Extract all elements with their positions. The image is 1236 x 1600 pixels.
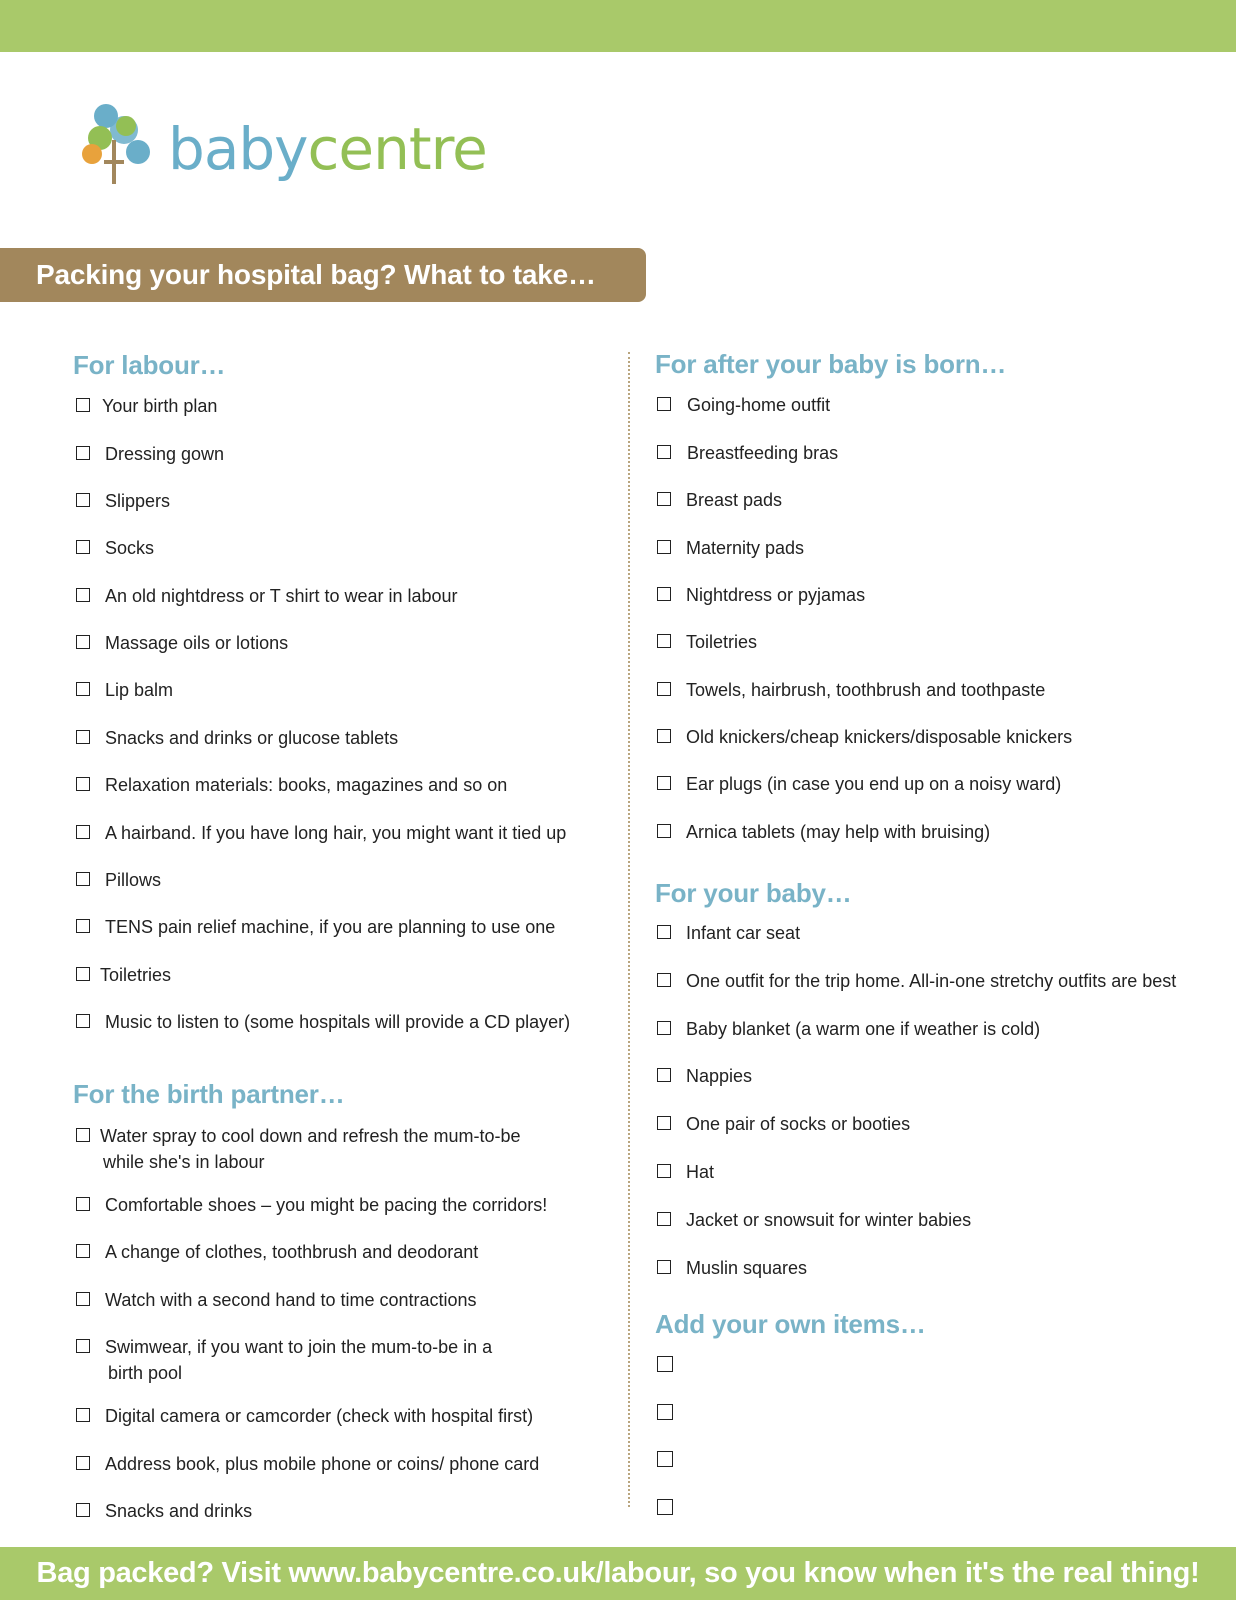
logo-wordmark <box>168 115 487 183</box>
checkbox[interactable] <box>657 1260 671 1274</box>
checklist-item[interactable]: Breastfeeding bras <box>687 440 838 466</box>
checkbox[interactable] <box>76 1292 90 1306</box>
checkbox[interactable] <box>76 635 90 649</box>
checkbox[interactable] <box>657 540 671 554</box>
checkbox[interactable] <box>76 588 90 602</box>
checkbox[interactable] <box>657 682 671 696</box>
blank-checkbox[interactable] <box>657 1499 673 1515</box>
checklist-item[interactable]: Baby blanket (a warm one if weather is cold) <box>686 1016 1040 1042</box>
checklist-item[interactable]: Nightdress or pyjamas <box>686 582 865 608</box>
checkbox[interactable] <box>76 825 90 839</box>
checkbox[interactable] <box>76 1197 90 1211</box>
checklist-item[interactable]: Toiletries <box>100 962 171 988</box>
checklist-item[interactable]: Ear plugs (in case you end up on a noisy ward) <box>686 771 1061 797</box>
tree-logo-icon <box>76 100 156 192</box>
checklist-item[interactable]: Muslin squares <box>686 1255 807 1281</box>
checklist-item[interactable]: TENS pain relief machine, if you are planning to use one <box>105 914 555 940</box>
checkbox[interactable] <box>76 777 90 791</box>
checkbox[interactable] <box>657 729 671 743</box>
checkbox[interactable] <box>657 1116 671 1130</box>
checklist-item[interactable]: Pillows <box>105 867 161 893</box>
top-color-bar <box>0 0 1236 52</box>
blank-checkbox[interactable] <box>657 1451 673 1467</box>
checklist-item[interactable]: Snacks and drinks or glucose tablets <box>105 725 398 751</box>
heading-for-birth-partner: For the birth partner… <box>73 1079 345 1109</box>
checkbox[interactable] <box>76 446 90 460</box>
checklist-item[interactable]: Maternity pads <box>686 535 804 561</box>
checkbox[interactable] <box>657 1068 671 1082</box>
checklist-item[interactable]: Address book, plus mobile phone or coins/ phone card <box>105 1451 539 1477</box>
checkbox[interactable] <box>657 1212 671 1226</box>
checklist-item[interactable]: Toiletries <box>686 629 757 655</box>
checkbox[interactable] <box>76 967 90 981</box>
checkbox[interactable] <box>76 919 90 933</box>
checkbox[interactable] <box>76 1408 90 1422</box>
checklist-item[interactable]: Your birth plan <box>102 393 217 419</box>
checkbox[interactable] <box>76 1503 90 1517</box>
checkbox[interactable] <box>657 1021 671 1035</box>
checklist-item[interactable]: One outfit for the trip home. All-in-one stretchy outfits are best <box>686 968 1176 994</box>
heading-after-baby-born: For after your baby is born… <box>655 349 1007 379</box>
blank-checkbox[interactable] <box>657 1404 673 1420</box>
checkbox[interactable] <box>657 397 671 411</box>
checklist-item[interactable]: Hat <box>686 1159 714 1185</box>
checklist-item[interactable]: Comfortable shoes – you might be pacing the corridors! <box>105 1192 547 1218</box>
checkbox[interactable] <box>76 1014 90 1028</box>
checkbox[interactable] <box>76 1244 90 1258</box>
checkbox[interactable] <box>657 445 671 459</box>
checklist-item[interactable]: Swimwear, if you want to join the mum-to-be in a birth pool <box>105 1334 492 1386</box>
checklist-item[interactable]: Water spray to cool down and refresh the mum-to-be while she's in labour <box>100 1123 521 1175</box>
checkbox[interactable] <box>76 872 90 886</box>
checklist-item[interactable]: Going-home outfit <box>687 392 830 418</box>
checklist-item[interactable]: A hairband. If you have long hair, you might want it tied up <box>105 820 566 846</box>
checklist-item[interactable]: Old knickers/cheap knickers/disposable knickers <box>686 724 1072 750</box>
heading-for-labour: For labour… <box>73 350 226 380</box>
checklist-item[interactable]: An old nightdress or T shirt to wear in labour <box>105 583 458 609</box>
checkbox[interactable] <box>657 634 671 648</box>
checklist-item[interactable]: Massage oils or lotions <box>105 630 288 656</box>
checklist-item[interactable]: Jacket or snowsuit for winter babies <box>686 1207 971 1233</box>
checklist-item[interactable]: Dressing gown <box>105 441 224 467</box>
checkbox[interactable] <box>76 1456 90 1470</box>
checklist-item[interactable]: Lip balm <box>105 677 173 703</box>
checkbox[interactable] <box>76 540 90 554</box>
heading-for-your-baby: For your baby… <box>655 878 852 908</box>
checklist-item[interactable]: Infant car seat <box>686 920 800 946</box>
checkbox[interactable] <box>76 493 90 507</box>
checkbox[interactable] <box>76 682 90 696</box>
heading-add-own-items: Add your own items… <box>655 1309 926 1339</box>
page-title-banner: Packing your hospital bag? What to take… <box>0 248 646 302</box>
checkbox[interactable] <box>76 398 90 412</box>
checkbox[interactable] <box>76 1128 90 1142</box>
checklist-item[interactable]: Music to listen to (some hospitals will provide a CD player) <box>105 1009 570 1035</box>
blank-checkbox[interactable] <box>657 1356 673 1372</box>
checklist-item[interactable]: Towels, hairbrush, toothbrush and toothpaste <box>686 677 1045 703</box>
checkbox[interactable] <box>657 776 671 790</box>
checklist-item[interactable]: Socks <box>105 535 154 561</box>
checkbox[interactable] <box>657 824 671 838</box>
footer-banner: Bag packed? Visit www.babycentre.co.uk/labour, so you know when it's the real thing! <box>0 1547 1236 1600</box>
checklist-item[interactable]: One pair of socks or booties <box>686 1111 910 1137</box>
checklist-item[interactable]: Slippers <box>105 488 170 514</box>
checklist-item[interactable]: A change of clothes, toothbrush and deodorant <box>105 1239 478 1265</box>
logo-wordmark-centre: centre <box>307 115 487 183</box>
checkbox[interactable] <box>657 1164 671 1178</box>
logo-wordmark-baby: baby <box>168 115 308 183</box>
checkbox[interactable] <box>657 973 671 987</box>
checkbox[interactable] <box>657 925 671 939</box>
checklist-item[interactable]: Arnica tablets (may help with bruising) <box>686 819 990 845</box>
checkbox[interactable] <box>76 1339 90 1353</box>
checklist-item[interactable]: Relaxation materials: books, magazines and so on <box>105 772 507 798</box>
checkbox[interactable] <box>76 730 90 744</box>
checkbox[interactable] <box>657 492 671 506</box>
checklist-item[interactable]: Watch with a second hand to time contractions <box>105 1287 477 1313</box>
checkbox[interactable] <box>657 587 671 601</box>
babycentre-logo <box>76 100 496 192</box>
column-divider <box>628 352 630 1507</box>
checklist-item[interactable]: Breast pads <box>686 487 782 513</box>
checklist-item[interactable]: Digital camera or camcorder (check with hospital first) <box>105 1403 533 1429</box>
checklist-item[interactable]: Nappies <box>686 1063 752 1089</box>
checklist-item[interactable]: Snacks and drinks <box>105 1498 252 1524</box>
